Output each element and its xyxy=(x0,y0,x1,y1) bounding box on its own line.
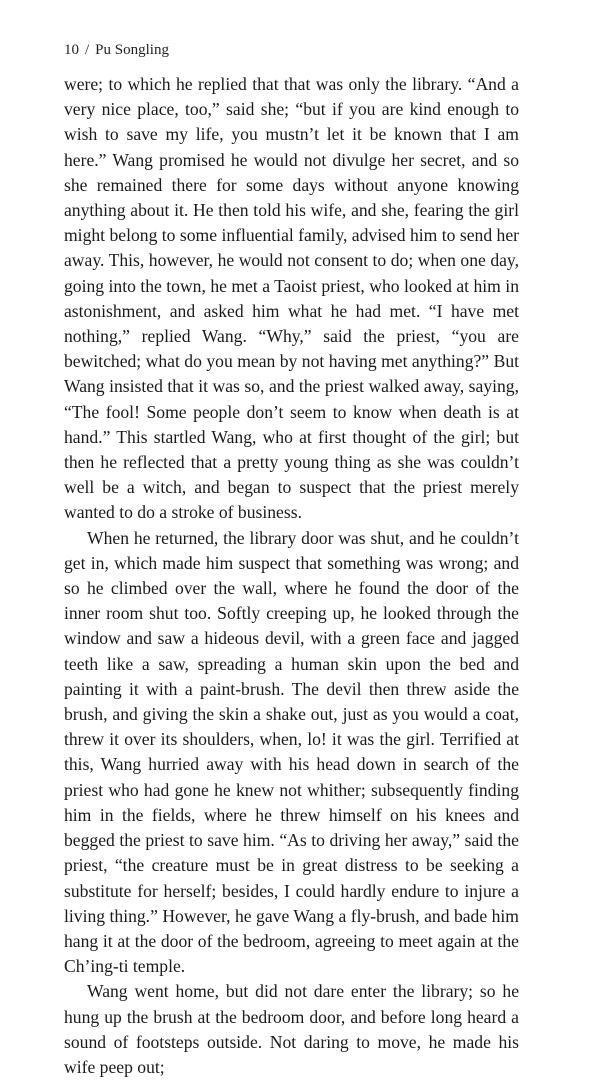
running-head-author: Pu Songling xyxy=(95,42,169,58)
body-text xyxy=(64,72,519,1080)
running-head-separator: / xyxy=(85,42,90,58)
page-number: 10 xyxy=(64,42,79,58)
paragraph-continued: were; to which he replied that that was only the library. “And a very nice place, too,” said she; “but if you are kind enough to wish to save my life, you mustn’t let it be known that I am here.” Wang promised he would not divulge her secret, and so she remained there for some days without anyone knowing anything about it. He then told his wife, and she, fearing the girl might belong to some influential family, advised him to send her away. This, however, he would not consent to do; when one day, going into the town, he met a Taoist priest, who looked at him in astonishment, and asked him what he had met. “I have met nothing,” replied Wang. “Why,” said the priest, “you are bewitched; what do you mean by not having met anything?” But Wang insisted that it was so, and the priest walked away, saying, “The fool! Some people don’t seem to know when death is at hand.” This startled Wang, who at first thought of the girl; but then he reflected that a pretty young thing as she was couldn’t well be a witch, and began to suspect that the priest merely wanted to do a stroke of business. xyxy=(64,74,519,523)
paragraph: Wang went home, but did not dare enter the library; so he hung up the brush at the bedroom door, and before long heard a sound of footsteps outside. Not daring to move, he made his wife peep out; xyxy=(64,981,519,1077)
paragraph: When he returned, the library door was shut, and he couldn’t get in, which made him suspect that something was wrong; and so he climbed over the wall, where he found the door of the inner room shut too. Softly creeping up, he looked through the window and saw a hideous devil, with a green face and jagged teeth like a saw, spreading a human skin upon the bed and painting it with a paint-brush. The devil then threw aside the brush, and giving the skin a shake out, just as you would a coat, threw it over its shoulders, when, lo! it was the girl. Terrified at this, Wang hurried away with his head down in search of the priest who had gone he knew not whither; subsequently finding him in the fields, where he threw himself on his knees and begged the priest to save him. “As to driving her away,” said the priest, “the creature must be in great distress to be seeking a substitute for herself; besides, I could hardly endure to injure a living thing.” However, he gave Wang a fly-brush, and bade him hang it at the door of the bedroom, agreeing to meet again at the Ch’ing-ti temple. xyxy=(64,527,519,977)
running-head xyxy=(64,40,169,60)
